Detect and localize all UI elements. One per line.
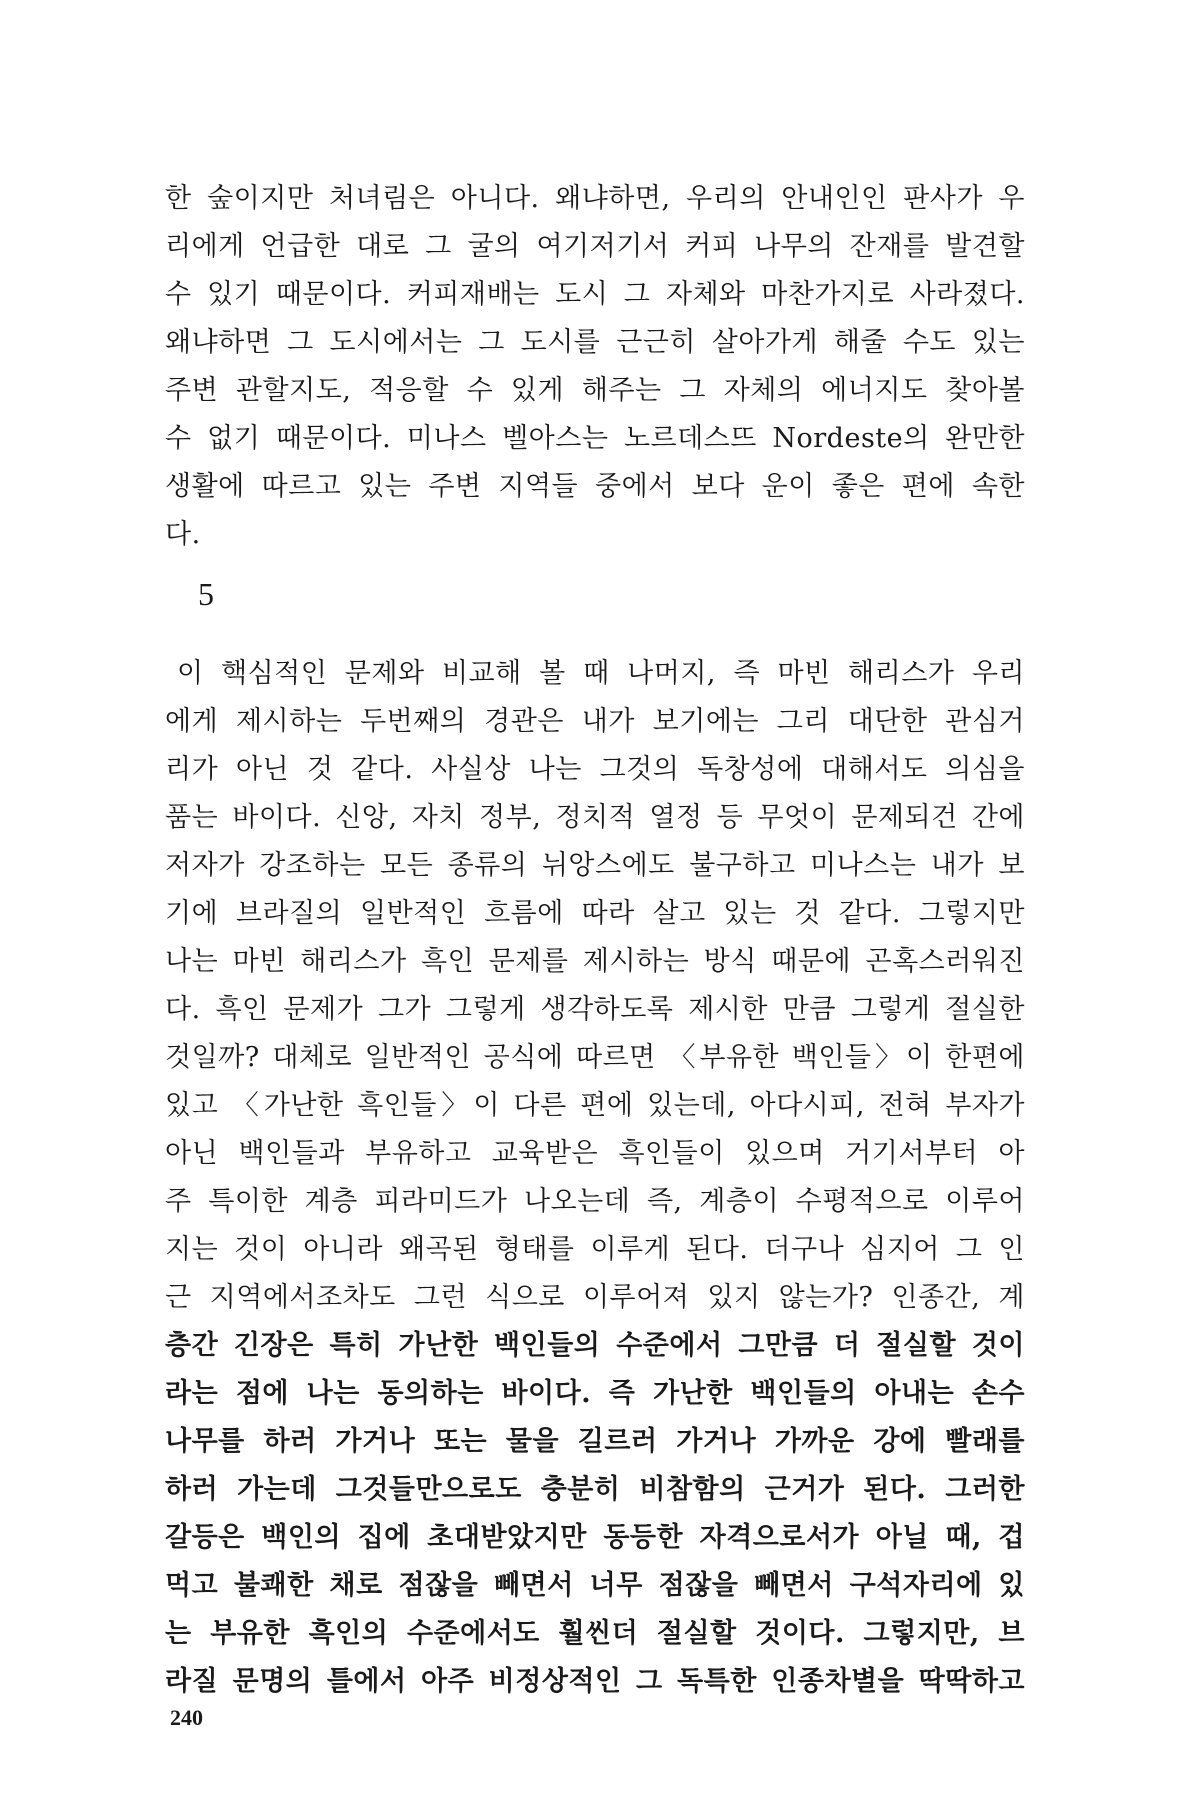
text-line: 다. (165, 519, 201, 550)
text-line: 나무를 하러 가거나 또는 물을 길르러 가거나 가까운 강에 빨래를 (165, 1426, 1025, 1457)
text-line: 수 있기 때문이다. 커피재배는 도시 그 자체와 마찬가지로 사라졌다. (165, 279, 1025, 310)
text-line: 생활에 따르고 있는 주변 지역들 중에서 보다 운이 좋은 편에 속한 (165, 471, 1025, 502)
text-line: 리에게 언급한 대로 그 굴의 여기저기서 커피 나무의 잔재를 발견할 (165, 231, 1025, 262)
text-line: 나는 마빈 해리스가 흑인 문제를 제시하는 방식 때문에 곤혹스러워진 (165, 946, 1025, 977)
text-line: 라는 점에 나는 동의하는 바이다. 즉 가난한 백인들의 아내는 손수 (165, 1378, 1025, 1409)
text-line: 지는 것이 아니라 왜곡된 형태를 이루게 된다. 더구나 심지어 그 인 (165, 1234, 1025, 1265)
text-line: 층간 긴장은 특히 가난한 백인들의 수준에서 그만큼 더 절실할 것이 (165, 1330, 1025, 1361)
text-line: 이 핵심적인 문제와 비교해 볼 때 나머지, 즉 마빈 해리스가 우리 (177, 658, 1025, 689)
text-line: 주변 관할지도, 적응할 수 있게 해주는 그 자체의 에너지도 찾아볼 (165, 375, 1025, 406)
text-line: 근 지역에서조차도 그런 식으로 이루어져 있지 않는가? 인종간, 계 (165, 1282, 1025, 1313)
text-line: 것일까? 대체로 일반적인 공식에 따르면 〈부유한 백인들〉이 한편에 (165, 1042, 1025, 1073)
text-line: 라질 문명의 틀에서 아주 비정상적인 그 독특한 인종차별을 딱딱하고 (165, 1666, 1025, 1697)
text-line: 기에 브라질의 일반적인 흐름에 따라 살고 있는 것 같다. 그렇지만 (165, 898, 1025, 929)
section-number: 5 (198, 576, 214, 612)
text-line: 갈등은 백인의 집에 초대받았지만 동등한 자격으로서가 아닐 때, 겁 (165, 1522, 1025, 1553)
paragraph-1 (165, 175, 1025, 559)
text-line: 아닌 백인들과 부유하고 교육받은 흑인들이 있으며 거기서부터 아 (165, 1138, 1025, 1169)
paragraph-2 (165, 650, 1025, 1706)
text-line: 왜냐하면 그 도시에서는 그 도시를 근근히 살아가게 해줄 수도 있는 (165, 327, 1025, 358)
text-line: 수 없기 때문이다. 미나스 벨아스는 노르데스뜨 Nordeste의 완만한 (165, 423, 1025, 454)
text-line: 다. 흑인 문제가 그가 그렇게 생각하도록 제시한 만큼 그렇게 절실한 (165, 994, 1025, 1025)
text-line: 리가 아닌 것 같다. 사실상 나는 그것의 독창성에 대해서도 의심을 (165, 754, 1025, 785)
text-line: 하러 가는데 그것들만으로도 충분히 비참함의 근거가 된다. 그러한 (165, 1474, 1025, 1505)
text-line: 는 부유한 흑인의 수준에서도 훨씬더 절실할 것이다. 그렇지만, 브 (165, 1618, 1025, 1649)
text-line: 있고 〈가난한 흑인들〉이 다른 편에 있는데, 아다시피, 전혀 부자가 (165, 1090, 1025, 1121)
text-line: 저자가 강조하는 모든 종류의 뉘앙스에도 불구하고 미나스는 내가 보 (165, 850, 1025, 881)
text-line: 품는 바이다. 신앙, 자치 정부, 정치적 열정 등 무엇이 문제되건 간에 (165, 802, 1025, 833)
text-line: 에게 제시하는 두번째의 경관은 내가 보기에는 그리 대단한 관심거 (165, 706, 1025, 737)
text-line: 한 숲이지만 처녀림은 아니다. 왜냐하면, 우리의 안내인인 판사가 우 (165, 183, 1025, 214)
text-line: 주 특이한 계층 피라미드가 나오는데 즉, 계층이 수평적으로 이루어 (165, 1186, 1025, 1217)
page-number: 240 (170, 1705, 203, 1730)
text-line: 먹고 불쾌한 채로 점잖을 빼면서 너무 점잖을 빼면서 구석자리에 있 (165, 1570, 1025, 1601)
